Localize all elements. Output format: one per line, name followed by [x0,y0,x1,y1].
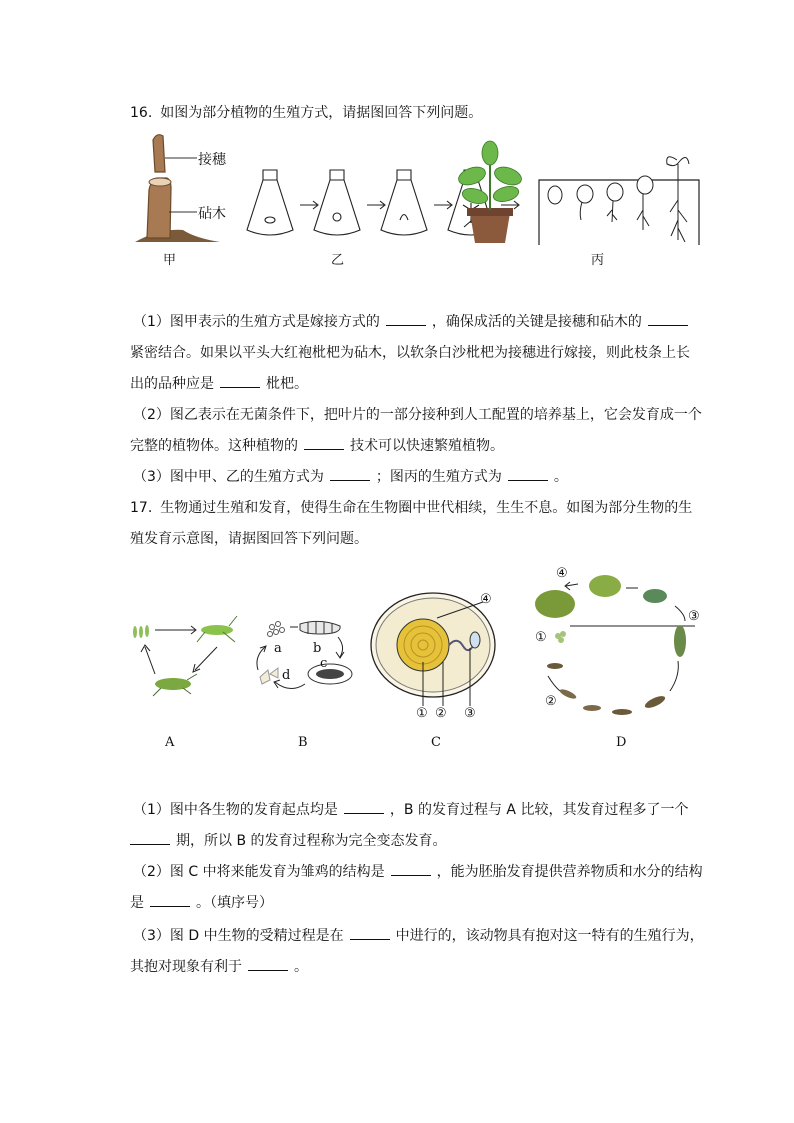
q16-p2a: （2）图乙表示在无菌条件下，把叶片的一部分接种到人工配置的培养基上，它会发育成一个 [133,407,702,423]
label-a: a [274,641,282,656]
answer-blank[interactable] [304,437,344,450]
q16-stem-text: 如图为部分植物的生殖方式，请据图回答下列问题。 [160,105,483,121]
label-yi: 乙 [331,253,345,268]
label-c1: ① [416,706,428,721]
q17-p3d: 。 [294,959,308,975]
rootstock-cut [149,178,171,186]
q16-part3 [133,467,568,487]
answer-blank[interactable] [248,958,288,971]
question-number: 16. [130,105,153,121]
rootstock [147,178,171,238]
q17-p3c: 其抱对现象有利于 [130,959,242,975]
label-d3: ③ [688,609,700,624]
answer-blank[interactable] [330,468,370,481]
q17-stem2: 殖发育示意图，请据图回答下列问题。 [130,531,368,547]
label-scion: 接穗 [198,152,226,168]
label-c3: ③ [464,706,476,721]
egg-mass [555,631,566,643]
q16-part1-line3 [130,374,308,394]
figure-d-frog [530,566,710,726]
flask-3 [381,180,427,235]
label-c2: ② [435,706,447,721]
answer-blank[interactable] [130,832,170,845]
q17-stem1: 生物通过生殖和发育，使得生命在生物圈中世代相续，生生不息。如图为部分生物的生 [160,500,693,516]
q17-part3-line1 [133,926,704,946]
q16-p1b: ，确保成活的关键是接穗和砧木的 [431,314,642,330]
q16-p3b: ；图丙的生殖方式为 [375,469,502,485]
q17-part1-line2 [130,831,447,851]
q16-part2-line1 [133,405,702,425]
answer-blank[interactable] [508,468,548,481]
figure-b-silkworm [250,612,360,702]
question-number: 17. [130,500,153,516]
q17-p3a: （3）图 D 中生物的受精过程是在 [133,928,344,944]
pot [470,213,510,243]
answer-blank[interactable] [220,375,260,388]
label-d2: ② [545,694,557,709]
q16-part1-line2 [130,343,690,363]
cocoon [308,664,352,684]
label-A: A [165,735,175,750]
answer-blank[interactable] [350,927,390,940]
label-d1: ① [535,630,547,645]
q17-p1b: ，B 的发育过程与 A 比较，其发育过程多了一个 [389,802,689,818]
q16-p1c: 紧密结合。如果以平头大红袍枇杷为砧木，以软条白沙枇杷为接穗进行嫁接，则此枝条上长 [130,345,690,361]
q17-p3b: 中进行的，该动物具有抱对这一特有的生殖行为， [395,928,704,944]
q17-stem-line2 [130,529,368,549]
nymph [153,674,197,696]
answer-blank[interactable] [344,801,384,814]
label-D: D [616,735,627,750]
adult-frogs [535,575,621,618]
seed-1 [548,186,562,204]
tadpole-1 [547,663,563,669]
eggs [133,625,149,638]
label-stock: 砧木 [198,206,226,222]
label-B: B [298,735,308,750]
q17-p1c: 期，所以 B 的发育过程称为完全变态发育。 [176,833,447,849]
figure-potted-plant [450,138,530,248]
q16-p1d: 出的品种应是 [130,376,214,392]
label-c4: ④ [480,592,492,607]
answer-blank[interactable] [391,863,431,876]
figure-c-egg [365,590,505,720]
tadpole-legs [674,625,686,657]
seed-2 [577,185,593,203]
q16-p1e: 枇杷。 [266,376,308,392]
q16-p2c: 技术可以快速繁殖植物。 [350,438,504,454]
q16-stem [130,103,482,123]
figure-seed-germination [537,150,702,250]
seed-4 [637,176,653,194]
q16-p3c: 。 [553,469,568,485]
silkworm-eggs [268,622,285,637]
scion [153,135,165,172]
q17-p2b: ，能为胚胎发育提供营养物质和水分的结构 [436,864,703,880]
label-b: b [313,641,322,656]
label-C: C [431,735,441,750]
q17-part3-line2 [130,957,308,977]
q17-p1a: （1）图中各生物的发育起点均是 [133,802,338,818]
label-bing: 丙 [591,253,605,268]
adult-grasshopper [197,616,237,642]
larva [300,621,340,634]
q17-part2-line1 [133,862,703,882]
label-d4: ④ [556,566,568,581]
q16-part1-line1 [133,312,694,332]
q17-part2-line2 [130,893,273,913]
air-cell [470,632,480,648]
answer-blank[interactable] [386,313,426,326]
answer-blank[interactable] [150,894,190,907]
q17-p2d: 。（填序号） [196,895,273,911]
froglet [643,589,667,603]
label-d: d [282,668,291,683]
q17-part1-line1 [133,800,688,820]
q17-p2a: （2）图 C 中将来能发育为雏鸡的结构是 [133,864,385,880]
q16-p1a: （1）图甲表示的生殖方式是嫁接方式的 [133,314,380,330]
q17-p2c: 是 [130,895,144,911]
flask-1 [247,180,293,235]
answer-blank[interactable] [648,313,688,326]
q17-stem-line1 [130,498,692,518]
seed-3 [607,183,623,201]
q16-part2-line2 [130,436,504,456]
figure-a-grasshopper [125,612,245,702]
figure-grafting [125,130,235,250]
flask-2 [314,180,360,235]
q16-p2b: 完整的植物体。这种植物的 [130,438,298,454]
label-jia: 甲 [163,253,177,268]
q16-p3a: （3）图中甲、乙的生殖方式为 [133,469,324,485]
label-c: c [320,656,328,671]
